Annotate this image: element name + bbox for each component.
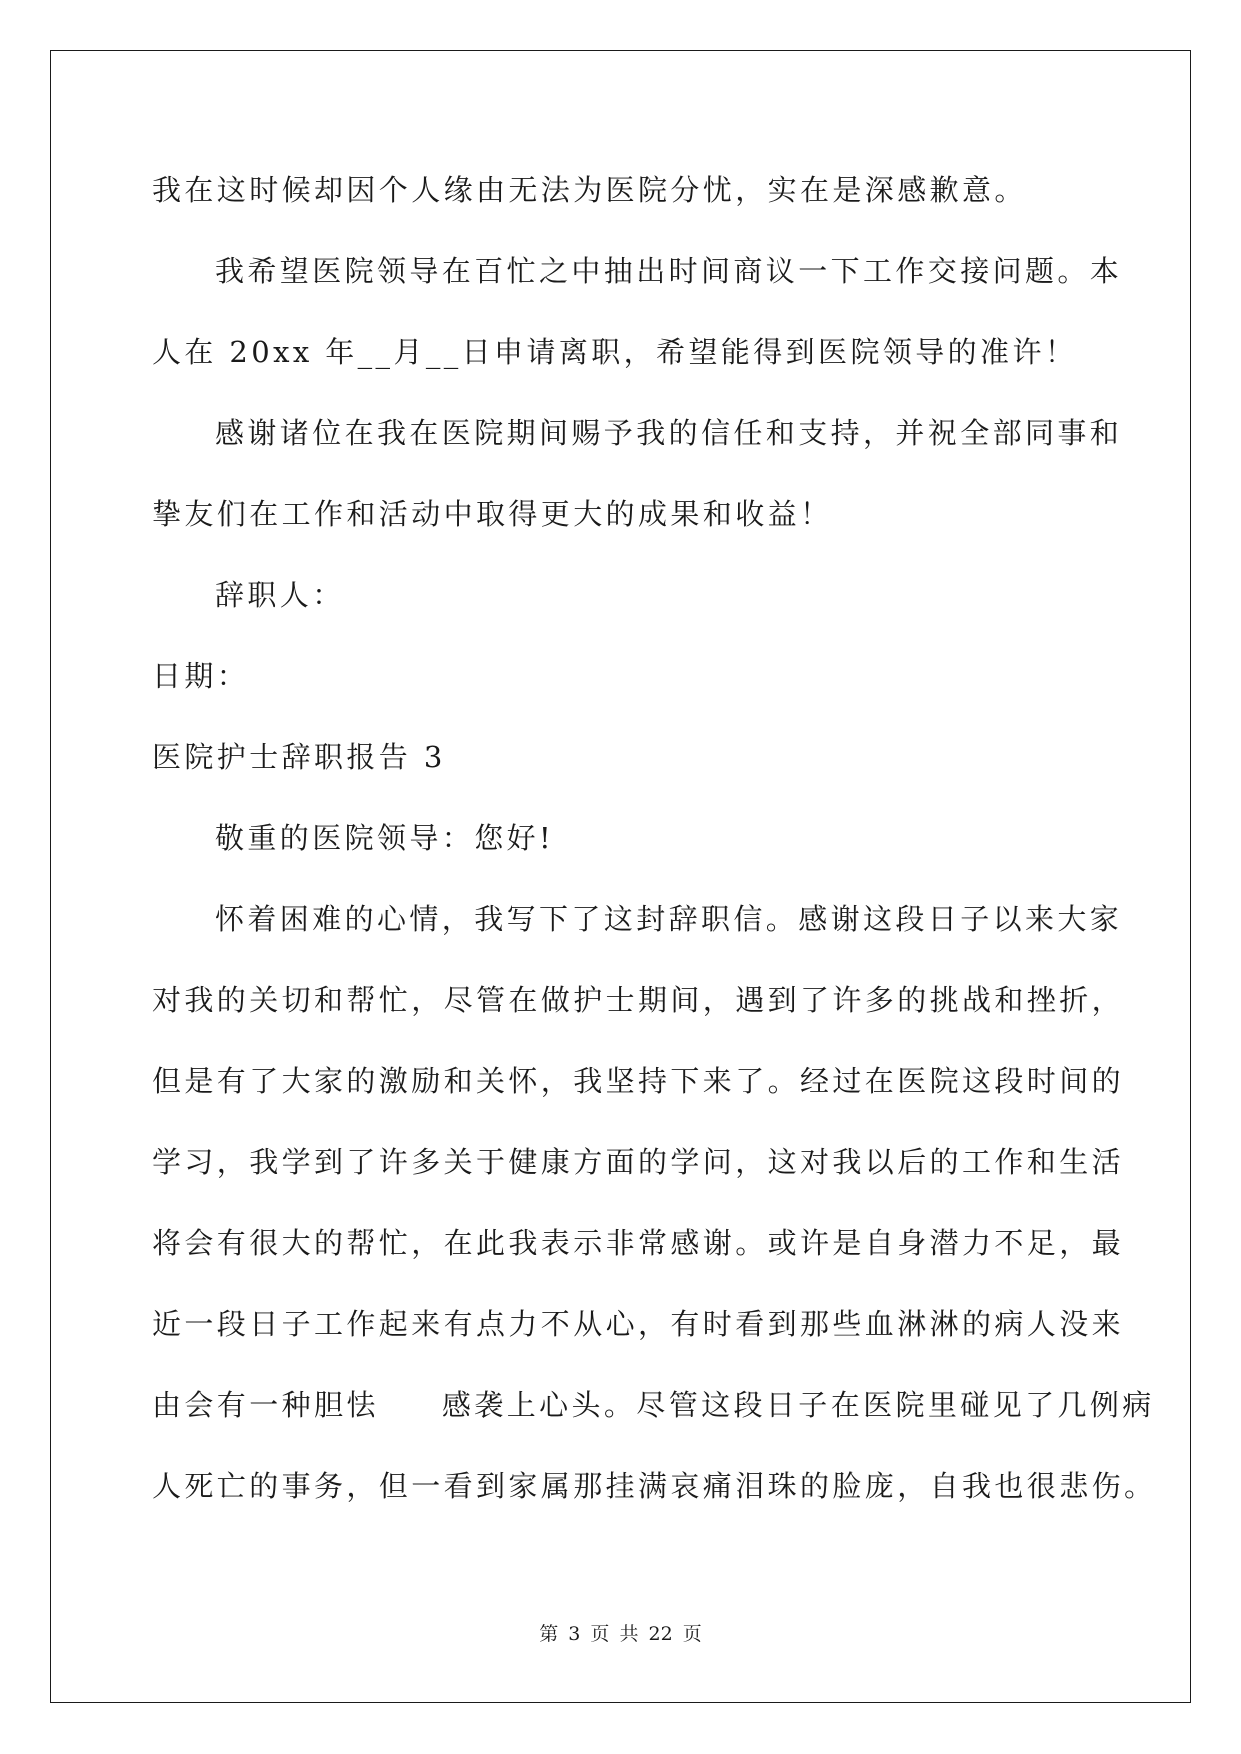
text-line: 将会有很大的帮忙，在此我表示非常感谢。或许是自身潜力不足，最 xyxy=(152,1226,1125,1260)
text-line: 人死亡的事务，但一看到家属那挂满哀痛泪珠的脸庞，自我也很悲伤。 xyxy=(152,1469,1157,1503)
text-line: 人在 20xx 年__月__日申请离职，希望能得到医院领导的准许！ xyxy=(152,335,1078,369)
text-line: 近一段日子工作起来有点力不从心，有时看到那些血淋淋的病人没来 xyxy=(152,1307,1125,1341)
text-line: 感谢诸位在我在医院期间赐予我的信任和支持，并祝全部同事和 xyxy=(215,416,1123,450)
text-line: 辞职人： xyxy=(215,578,345,612)
section-heading: 医院护士辞职报告 3 xyxy=(152,740,446,774)
text-line: 怀着困难的心情，我写下了这封辞职信。感谢这段日子以来大家 xyxy=(215,902,1123,936)
page-border xyxy=(50,50,1191,1703)
text-line: 但是有了大家的激励和关怀，我坚持下来了。经过在医院这段时间的 xyxy=(152,1064,1125,1098)
text-line: 对我的关切和帮忙，尽管在做护士期间，遇到了许多的挑战和挫折， xyxy=(152,983,1125,1017)
salutation: 敬重的医院领导：您好! xyxy=(215,821,555,855)
text-line: 学习，我学到了许多关于健康方面的学问，这对我以后的工作和生活 xyxy=(152,1145,1125,1179)
page-number: 第 3 页 共 22 页 xyxy=(539,1623,702,1645)
text-line: 挚友们在工作和活动中取得更大的成果和收益！ xyxy=(152,497,833,531)
text-line: 我希望医院领导在百忙之中抽出时间商议一下工作交接问题。本 xyxy=(215,254,1123,288)
text-line: 日期： xyxy=(152,659,250,693)
text-line: 我在这时候却因个人缘由无法为医院分忧，实在是深感歉意。 xyxy=(152,173,1027,207)
text-line: 由会有一种胆怯 感袭上心头。尽管这段日子在医院里碰见了几例病 xyxy=(152,1388,1155,1422)
